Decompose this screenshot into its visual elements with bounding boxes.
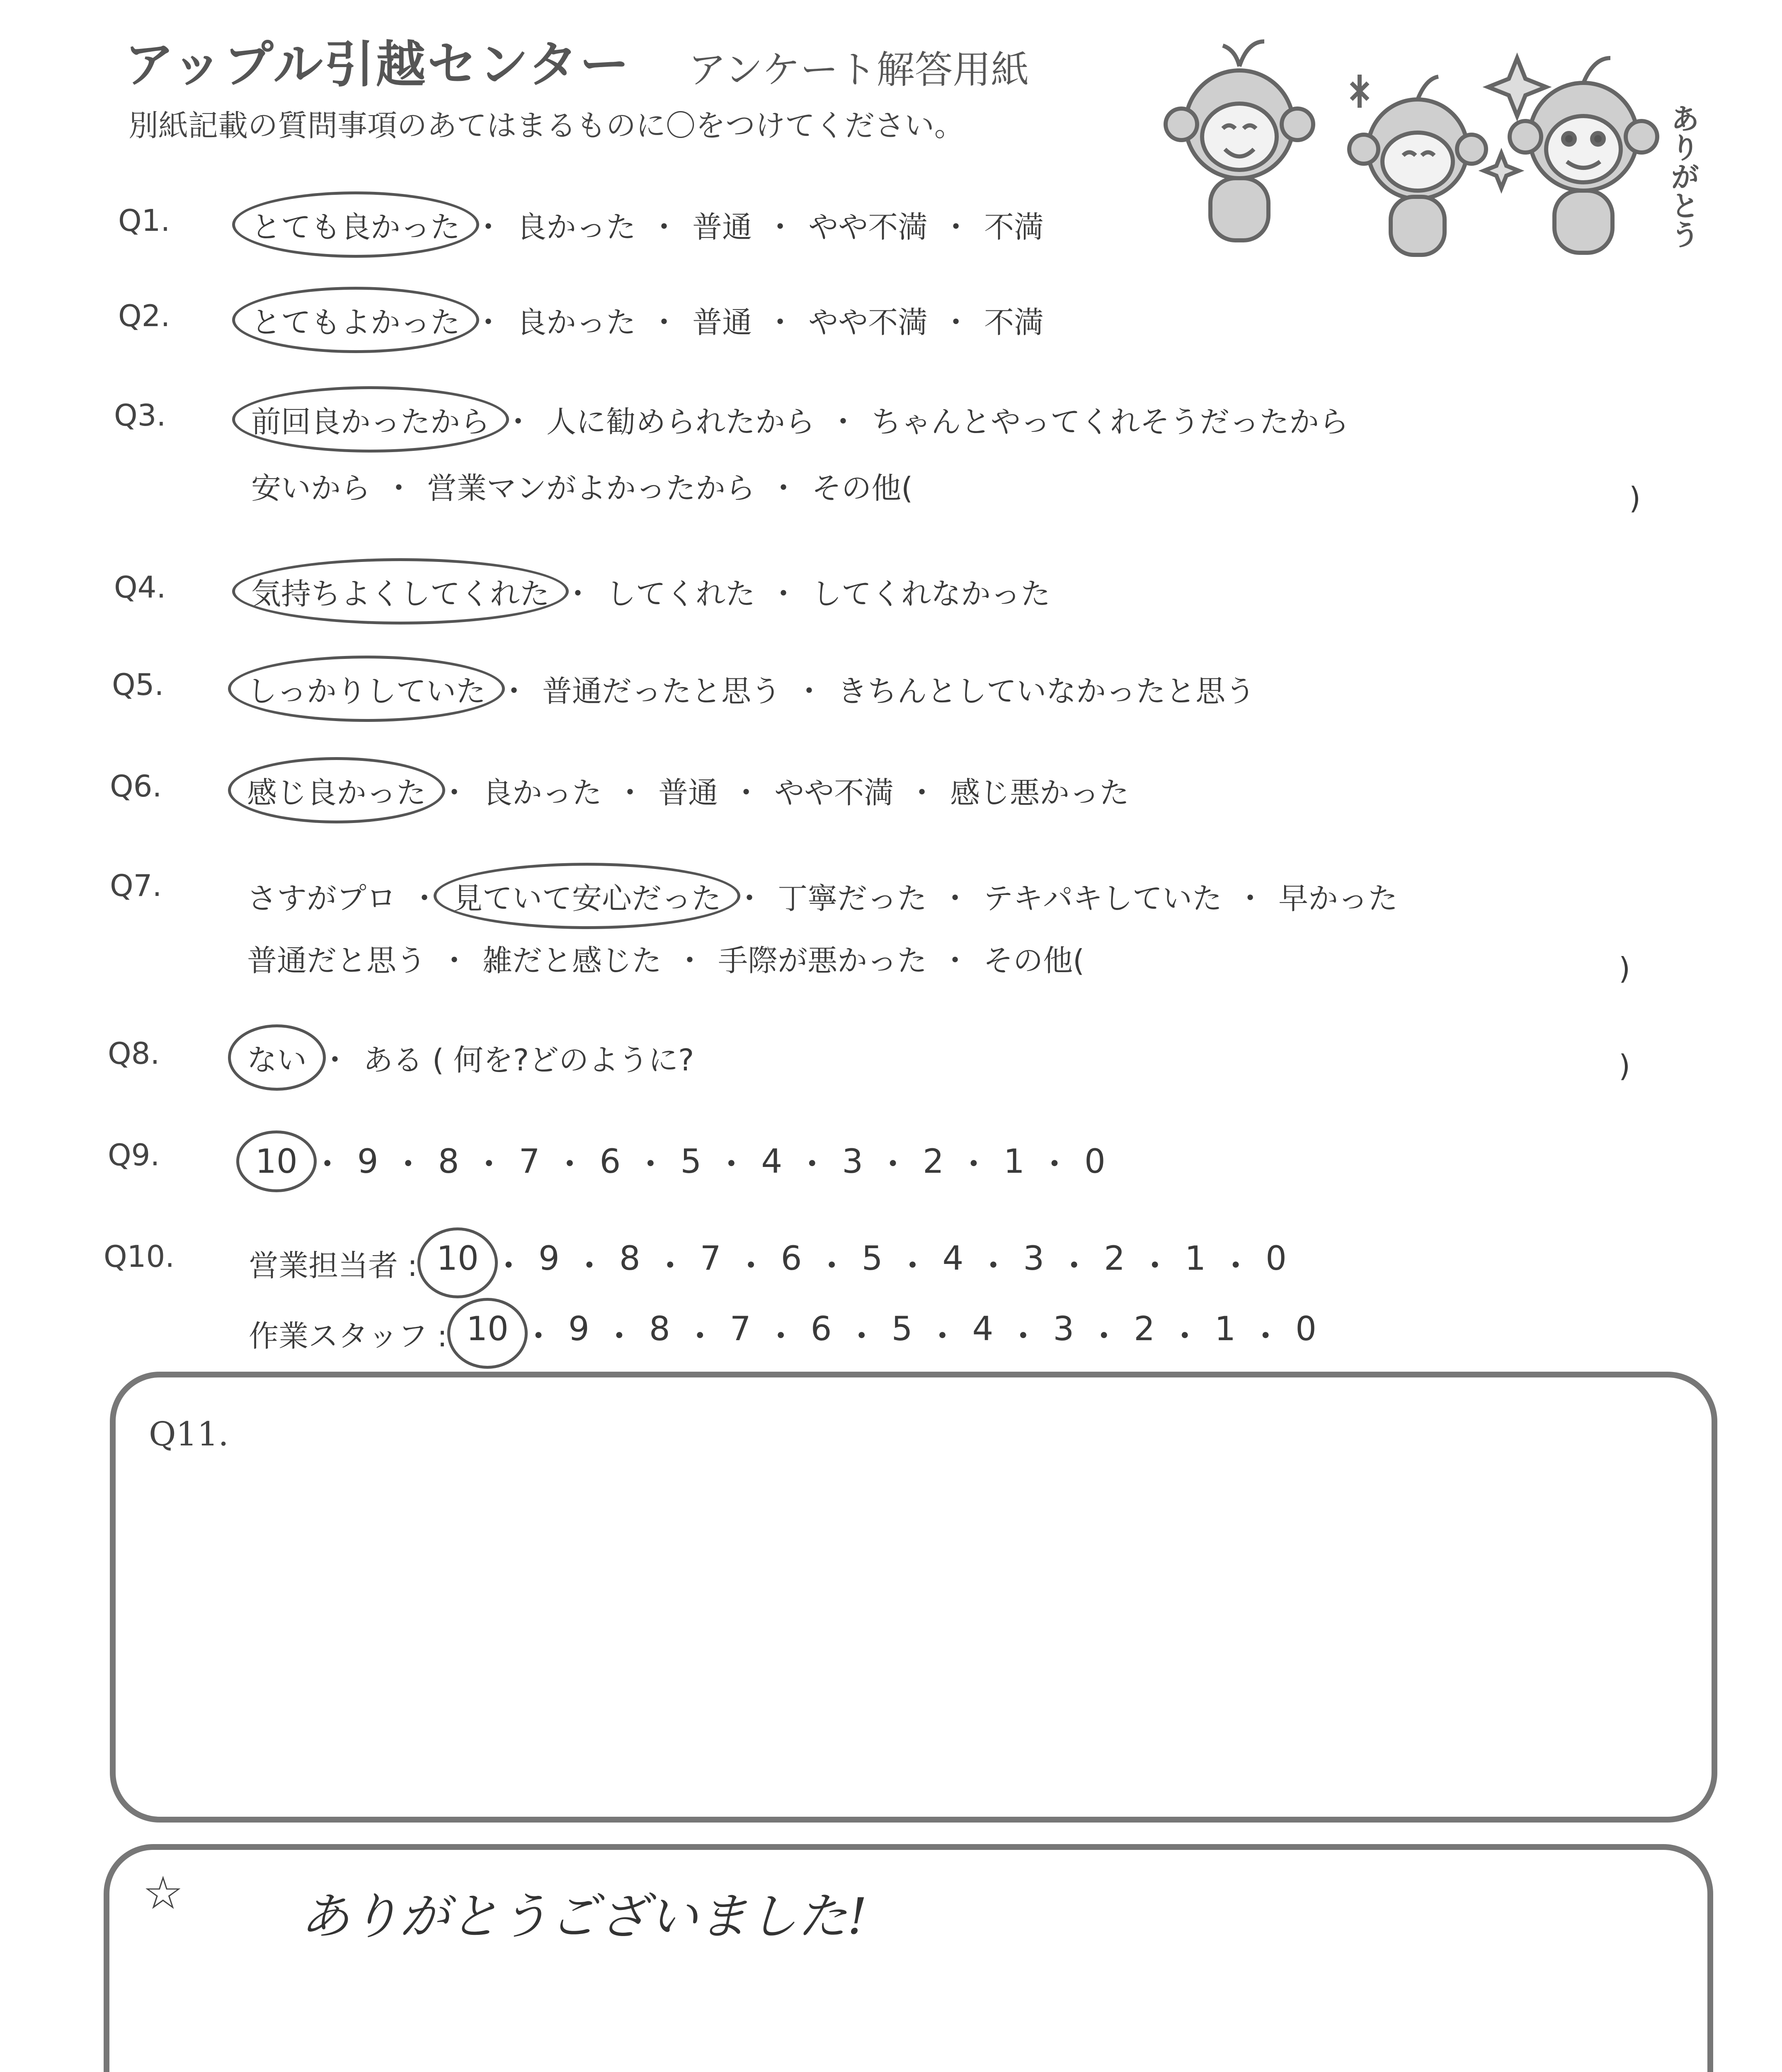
q10-sales-score-7[interactable]: 7 [700,1239,721,1278]
q9-score-0[interactable]: 0 [1084,1142,1106,1181]
q1-option-5[interactable]: 不満 [984,210,1044,244]
q7-options-line1: さすがプロ ・ 見ていて安心だった ・ 丁寧だった ・ テキパキしていた ・ 早かった [245,874,1400,917]
q10-staff-score-10[interactable]: 10 [464,1310,511,1357]
q10-sales-label: 営業担当者 : [249,1248,418,1283]
q10-sales-score-8[interactable]: 8 [619,1239,640,1278]
q1-option-4[interactable]: やや不満 [808,210,928,244]
q1-option-3[interactable]: 普通 [692,210,752,244]
q7-option-4[interactable]: テキパキしていた [983,881,1222,916]
q10-staff-score-9[interactable]: 9 [568,1310,589,1348]
q9-score-2[interactable]: 2 [923,1142,944,1181]
form-title: アンケート解答用紙 [688,48,1029,92]
q9-scale: 10 ・ 9 ・ 8 ・ 7 ・ 6 ・ 5 ・ 4 ・ 3 ・ 2 ・ 1 ・ 0 [253,1138,1108,1185]
q2-label: Q2. [118,298,170,333]
mascot-monkeys-illustration [1136,29,1708,261]
q7-option-9[interactable]: その他( [983,943,1085,978]
q7-close-paren: ) [1619,951,1631,986]
q4-option-2[interactable]: してくれた [606,576,756,611]
q7-option-8[interactable]: 手際が悪かった [718,943,927,978]
q10-sales-row: 営業担当者 : 10 ・ 9 ・ 8 ・ 7 ・ 6 ・ 5 ・ 4 ・ 3 ・ 2 ・ 1 ・ 0 [249,1239,1289,1287]
q10-sales-score-3[interactable]: 3 [1023,1239,1045,1278]
q3-label: Q3. [114,398,166,433]
q10-staff-label: 作業スタッフ : [249,1318,448,1353]
q10-staff-score-4[interactable]: 4 [972,1310,994,1348]
q9-score-3[interactable]: 3 [842,1142,863,1181]
q3-option-1[interactable]: 前回良かったから [249,398,492,441]
q1-option-2[interactable]: 良かった [516,210,636,244]
q7-option-1[interactable]: さすがプロ [247,881,397,916]
q3-option-2[interactable]: 人に勧められたから [546,404,815,439]
q3-option-3[interactable]: ちゃんとやってくれそうだったから [871,404,1349,439]
q8-close-paren: ) [1619,1048,1631,1083]
q5-option-2[interactable]: 普通だったと思う [542,674,781,709]
q10-label: Q10. [104,1239,175,1274]
q10-staff-score-0[interactable]: 0 [1295,1310,1317,1348]
q3-option-6[interactable]: その他( [812,471,913,506]
q10-staff-score-1[interactable]: 1 [1215,1310,1236,1348]
q3-option-5[interactable]: 営業マンがよかったから [427,471,756,506]
q10-staff-score-8[interactable]: 8 [649,1310,670,1348]
q10-sales-score-10[interactable]: 10 [434,1239,481,1287]
q2-option-3[interactable]: 普通 [692,305,752,340]
monkey-left-icon [1166,41,1313,240]
q3-close-paren: ) [1629,481,1641,516]
comment-box[interactable] [104,1844,1713,2072]
q5-label: Q5. [112,667,164,702]
q10-staff-score-6[interactable]: 6 [810,1310,832,1348]
q4-option-3[interactable]: してくれなかった [812,576,1051,611]
q7-option-5[interactable]: 早かった [1278,881,1398,916]
comment-text: ありがとうございました! [300,1888,868,1946]
monkey-right-icon [1484,58,1657,253]
q9-score-8[interactable]: 8 [438,1142,459,1181]
q5-option-1[interactable]: しっかりしていた [245,667,488,710]
monkey-middle-icon [1349,75,1486,255]
q9-score-7[interactable]: 7 [519,1142,540,1181]
mascot-caption: ありがとう [1666,104,1700,249]
q6-option-1[interactable]: 感じ良かった [245,769,429,812]
star-icon: ☆ [143,1866,184,1920]
q10-sales-score-2[interactable]: 2 [1104,1239,1125,1278]
q9-score-6[interactable]: 6 [599,1142,621,1181]
q7-label: Q7. [110,868,162,903]
q3-option-4[interactable]: 安いから [251,471,371,506]
q4-label: Q4. [114,570,166,605]
q10-sales-score-5[interactable]: 5 [861,1239,883,1278]
q10-staff-score-5[interactable]: 5 [891,1310,913,1348]
instructions: 別紙記載の質問事項のあてはまるものに〇をつけてください。 [128,108,965,143]
q3-options-line2: 安いから ・ 営業マンがよかったから ・ その他( [249,464,915,507]
q10-staff-row: 作業スタッフ : 10 ・ 9 ・ 8 ・ 7 ・ 6 ・ 5 ・ 4 ・ 3 ・ 2 ・ 1 ・ 0 [249,1310,1319,1357]
q9-score-4[interactable]: 4 [761,1142,783,1181]
q6-option-5[interactable]: 感じ悪かった [950,775,1130,810]
q10-sales-score-9[interactable]: 9 [538,1239,560,1278]
q10-staff-score-2[interactable]: 2 [1134,1310,1155,1348]
q6-options: 感じ良かった ・ 良かった ・ 普通 ・ やや不満 ・ 感じ悪かった [245,769,1132,812]
q8-option-1[interactable]: ない [245,1036,309,1079]
q7-option-7[interactable]: 雑だと感じた [482,943,662,978]
q9-score-9[interactable]: 9 [357,1142,378,1181]
q7-options-line2: 普通だと思う ・ 雑だと感じた ・ 手際が悪かった ・ その他( [245,937,1087,980]
q2-option-1[interactable]: とてもよかった [249,298,463,341]
q1-label: Q1. [118,203,170,238]
q1-option-1[interactable]: とても良かった [249,203,463,246]
q7-option-2[interactable]: 見ていて安心だった [450,874,724,917]
q5-options: しっかりしていた ・ 普通だったと思う ・ きちんとしていなかったと思う [245,667,1258,710]
q5-option-3[interactable]: きちんとしていなかったと思う [837,674,1256,709]
q2-options: とてもよかった ・ 良かった ・ 普通 ・ やや不満 ・ 不満 [249,298,1046,341]
q10-sales-score-6[interactable]: 6 [781,1239,802,1278]
q10-sales-score-1[interactable]: 1 [1185,1239,1206,1278]
q11-answer-box[interactable] [110,1372,1717,1823]
q2-option-2[interactable]: 良かった [516,305,636,340]
q8-label: Q8. [108,1036,160,1071]
q10-staff-score-7[interactable]: 7 [730,1310,751,1348]
q1-options: とても良かった ・ 良かった ・ 普通 ・ やや不満 ・ 不満 [249,203,1046,246]
q10-sales-score-4[interactable]: 4 [942,1239,964,1278]
q2-option-5[interactable]: 不満 [984,305,1044,340]
q8-option-2[interactable]: ある ( 何を?どのように? [363,1043,694,1077]
q10-sales-score-0[interactable]: 0 [1266,1239,1287,1278]
q6-option-4[interactable]: やや不満 [774,775,894,810]
q9-score-1[interactable]: 1 [1004,1142,1025,1181]
q9-label: Q9. [108,1138,160,1172]
q2-option-4[interactable]: やや不満 [808,305,928,340]
company-title: アップル引越センター [124,36,631,94]
q6-label: Q6. [110,769,162,804]
q4-options: 気持ちよくしてくれた ・ してくれた ・ してくれなかった [249,570,1053,613]
q7-option-6[interactable]: 普通だと思う [247,943,427,978]
q6-option-2[interactable]: 良かった [482,775,602,810]
q10-staff-score-3[interactable]: 3 [1053,1310,1074,1348]
q11-label: Q11. [149,1415,229,1453]
q8-options: ない ・ ある ( 何を?どのように? [245,1036,696,1079]
q9-score-10[interactable]: 10 [253,1142,300,1181]
q9-score-5[interactable]: 5 [680,1142,702,1181]
q6-option-3[interactable]: 普通 [658,775,718,810]
q3-options-line1: 前回良かったから ・ 人に勧められたから ・ ちゃんとやってくれそうだったから [249,398,1351,441]
q7-option-3[interactable]: 丁寧だった [778,881,927,916]
q4-option-1[interactable]: 気持ちよくしてくれた [249,570,552,613]
